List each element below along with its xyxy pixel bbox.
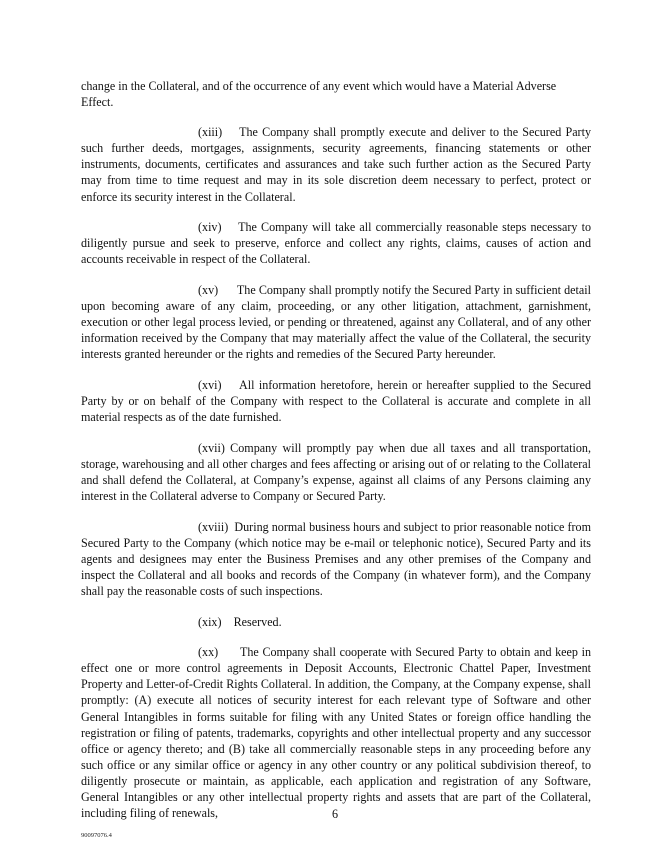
document-body	[81, 78, 591, 836]
paragraph-number: (xiii)	[198, 125, 223, 140]
page-number: 6	[331, 807, 339, 821]
paragraph-text: Reserved.	[233, 614, 282, 629]
paragraph-text: All information heretofore, herein or hereafter supplied to the Secured Party by or on behalf of the Company with respect to the Collateral is accurate and complete in all material respects as of the date furnished.	[81, 377, 591, 425]
paragraph-text: The Company shall promptly execute and deliver to the Secured Party such further deeds, mortgages, assignments, security agreements, financing statements or other instruments, documents, certificates and assurances and take such further action as the Secured Party may from time to time request and may in its sole discretion deem necessary to perfect, protect or enforce its security interest in the Collateral.	[81, 125, 591, 204]
paragraph-number: (xix)	[198, 614, 222, 629]
paragraph-xvi	[81, 377, 591, 425]
paragraph-number: (xviii)	[198, 519, 229, 534]
paragraph-text: The Company will take all commercially reasonable steps necessary to diligently pursue and seek to preserve, enforce and collect any rights, claims, causes of action and accounts receivable in respect of the Collateral.	[81, 220, 591, 267]
paragraph-number: (xiv)	[198, 220, 222, 235]
paragraph-xviii	[81, 519, 591, 599]
paragraph-xix	[81, 614, 591, 630]
paragraph-number: (xv)	[198, 282, 219, 297]
paragraph-xv	[81, 282, 591, 362]
paragraph-xiv	[81, 219, 591, 267]
paragraph-text: Company will promptly pay when due all taxes and all transportation, storage, warehousing and all other charges and fees affecting or arising out of or relating to the Collateral and shall defend the Collateral, at Company’s expense, against all claims of any Persons claiming any interest in the Collateral adverse to Company or Secured Party.	[81, 440, 592, 503]
paragraph-text: During normal business hours and subject to prior reasonable notice from Secured Party to the Company (which notice may be e-mail or telephonic notice), Secured Party and its agents and designees may enter the Business Premises and any other premises of the Company and inspect the Collateral and all books and records of the Company (in whatever form), and the Company shall pay the reasonable costs of such inspections.	[81, 519, 592, 598]
intro-paragraph: change in the Collateral, and of the occurrence of any event which would have a Material Adverse Effect.	[81, 79, 557, 110]
paragraph-number: (xx)	[198, 645, 219, 660]
paragraph-number: (xvi)	[198, 377, 222, 392]
paragraph-xvii	[81, 440, 591, 504]
document-id: 90097076.4	[81, 832, 112, 839]
paragraph-text: The Company shall cooperate with Secured Party to obtain and keep in effect one or more control agreements in Deposit Accounts, Electronic Chattel Paper, Investment Property and Letter-of-Credit Rights Collateral. In addition, the Company, at the Company expense, shall promptly: (A) execute all notices of security interest for each relevant type of Software and other General Intangibles in forms suitable for filing with any United States or foreign office handling the registration or filing of patents, trademarks, copyrights and other intellectual property and any successor office or agency thereto; and (B) take all commercially reasonable steps in any proceeding before any such office or any similar office or agency in any other country or any political subdivision thereof, to diligently prosecute or maintain, as applicable, each application and registration of any Software, General Intangibles or any other intellectual property rights and assets that are part of the Collateral, including filing of renewals,	[81, 645, 592, 821]
paragraph-xiii	[81, 124, 591, 204]
paragraph-text: The Company shall promptly notify the Secured Party in sufficient detail upon becoming aware of any claim, proceeding, or any other litigation, attachment, garnishment, execution or other legal process levied, or pending or threatened, against any Collateral, and of any other information received by the Company that may materially affect the value of the Collateral, the security interests granted hereunder or the rights and remedies of the Secured Party hereunder.	[81, 282, 591, 362]
paragraph-number: (xvii)	[198, 440, 225, 455]
paragraph-xx	[81, 644, 591, 821]
